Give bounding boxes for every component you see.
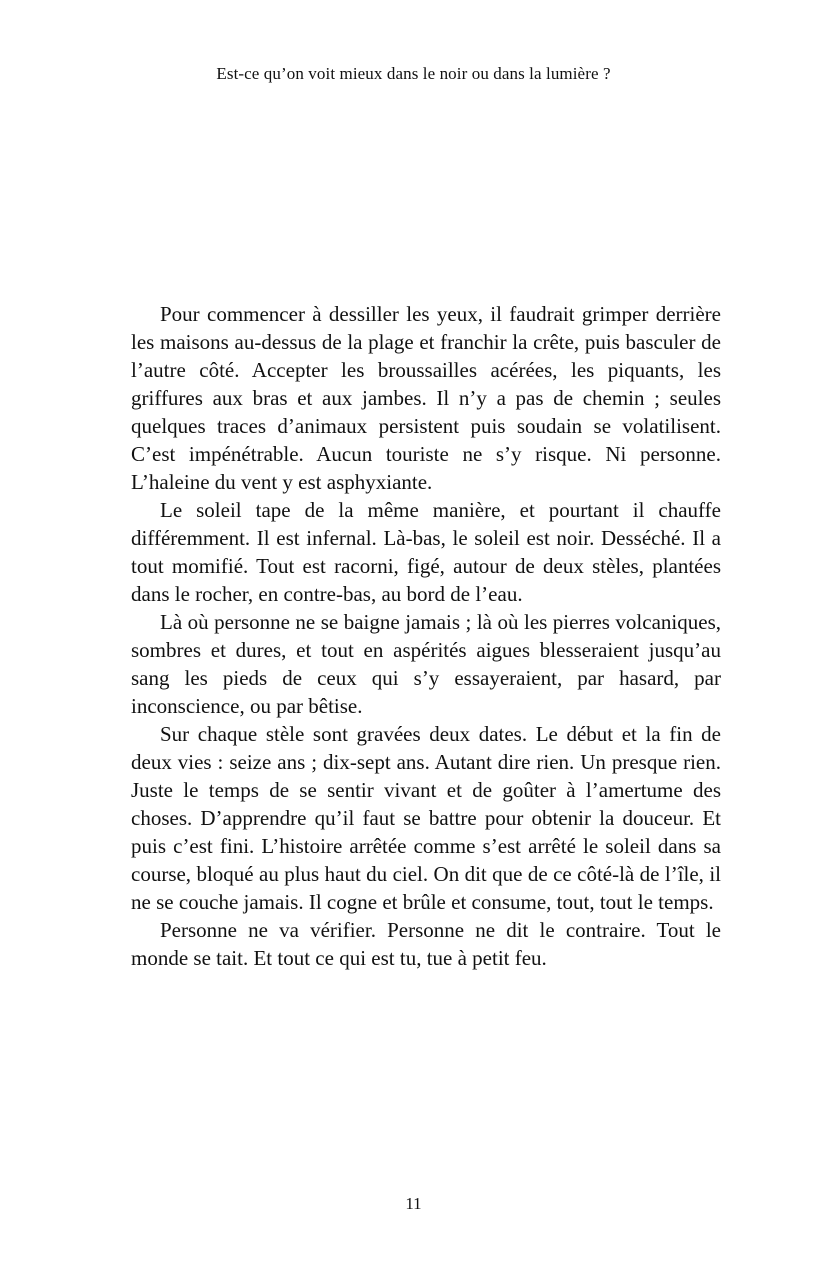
running-title: Est-ce qu’on voit mieux dans le noir ou dans la lumière ?: [216, 64, 611, 83]
body-text: [131, 300, 721, 972]
paragraph: Pour commencer à dessiller les yeux, il faudrait grimper derrière les maisons au-dessus de la plage et franchir la crête, puis basculer de l’autre côté. Accepter les broussailles acérées, les piquants, les griffures aux bras et aux jambes. Il n’y a pas de chemin ; seules quelques traces d’animaux persistent puis soudain se volatilisent. C’est impénétrable. Aucun touriste ne s’y risque. Ni personne. L’haleine du vent y est asphyxiante.: [131, 302, 721, 494]
paragraph: Là où personne ne se baigne jamais ; là où les pierres volcaniques, sombres et dures, et tout en aspérités aigues blesseraient jusqu’au sang les pieds de ceux qui s’y essayeraient, par hasard, par inconscience, ou par bêtise.: [131, 610, 721, 718]
page-number: 11: [405, 1194, 422, 1213]
paragraph: Le soleil tape de la même manière, et pourtant il chauffe différemment. Il est infernal. Là-bas, le soleil est noir. Desséché. Il a tout momifié. Tout est racorni, figé, autour de deux stèles, plantées dans le rocher, en contre-bas, au bord de l’eau.: [131, 498, 721, 606]
paragraph: Personne ne va vérifier. Personne ne dit le contraire. Tout le monde se tait. Et tout ce qui est tu, tue à petit feu.: [131, 918, 721, 970]
paragraph: Sur chaque stèle sont gravées deux dates. Le début et la fin de deux vies : seize ans ; dix-sept ans. Autant dire rien. Un presque rien. Juste le temps de se sentir vivant et de goûter à l’amertume des choses. D’apprendre qu’il faut se battre pour obtenir la douceur. Et puis c’est fini. L’histoire arrêtée comme s’est arrêté le soleil dans sa course, bloqué au plus haut du ciel. On dit que de ce côté-là de l’île, il ne se couche jamais. Il cogne et brûle et consume, tout, tout le temps.: [131, 722, 721, 914]
